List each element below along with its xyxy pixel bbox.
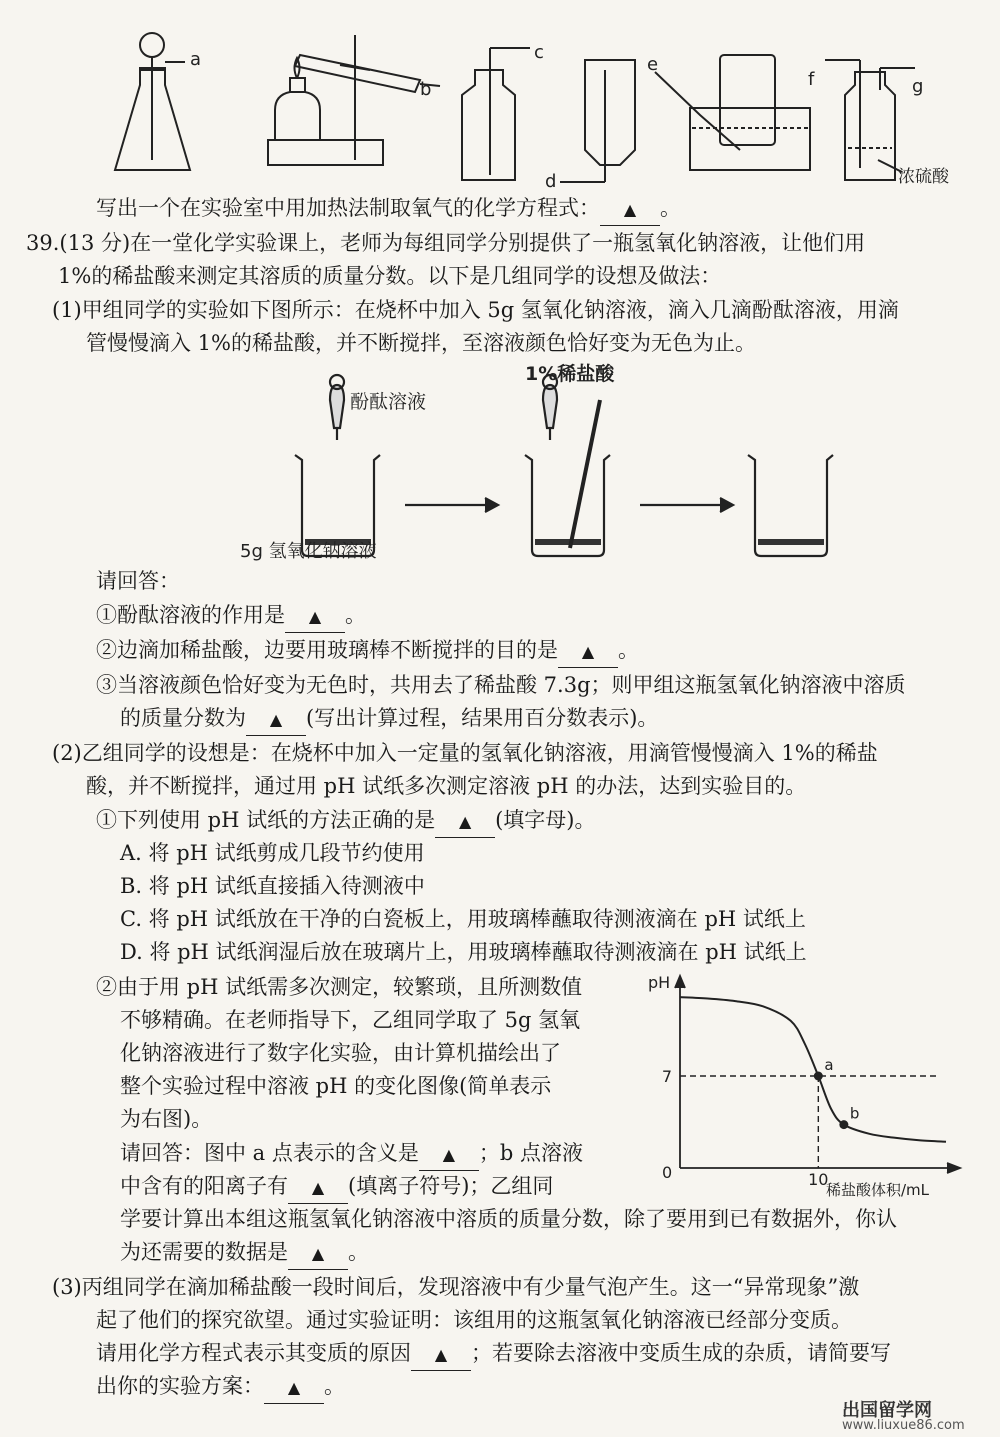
label-c: c (534, 42, 544, 63)
label-b: b (420, 79, 432, 100)
answer-blank[interactable]: ▲ (558, 635, 618, 668)
answer-blank[interactable]: ▲ (288, 1237, 348, 1270)
q1a: ①酚酞溶液的作用是 ▲ 。 (96, 600, 366, 633)
q2b-line2: 不够精确。在老师指导下，乙组同学取了 5g 氢氧 (120, 1008, 581, 1032)
option-a: A. 将 pH 试纸剪成几段节约使用 (120, 841, 425, 865)
answer-blank[interactable]: ▲ (288, 1171, 348, 1204)
watermark-url: www.liuxue86.com (842, 1418, 965, 1433)
answer-blank[interactable]: ▲ (285, 600, 345, 633)
part3-line1: (3)丙组同学在滴加稀盐酸一段时间后，发现溶液中有少量气泡产生。这一“异常现象”激 (52, 1275, 860, 1299)
option-d: D. 将 pH 试纸润湿后放在玻璃片上，用玻璃棒蘸取待测液滴在 pH 试纸上 (120, 940, 807, 964)
origin-label: 0 (662, 1163, 673, 1182)
label-a: a (190, 49, 202, 70)
beaker-2-icon (525, 375, 610, 556)
x-axis-arrow (947, 1163, 960, 1173)
watermark-title: 出国留学网 (842, 1400, 932, 1421)
q39-head2: 1%的稀盐酸来测定其溶质的质量分数。以下是几组同学的设想及做法： (58, 264, 722, 288)
label-f: f (808, 69, 815, 90)
part3-line4: 出你的实验方案： ▲ 。 (96, 1371, 345, 1404)
y-tick-label: 7 (661, 1067, 672, 1086)
y-axis-label: pH (648, 973, 671, 992)
answer-blank[interactable]: ▲ (435, 805, 495, 838)
x-axis-label: 稀盐酸体积/mL (826, 1181, 930, 1199)
gas-bottle-d-icon (560, 60, 635, 182)
answer-blank[interactable]: ▲ (419, 1138, 479, 1171)
point-label-b: b (849, 1104, 860, 1123)
answer-blank[interactable]: ▲ (411, 1338, 471, 1371)
conical-flask-icon (115, 33, 190, 170)
ph-chart (630, 968, 970, 1200)
y-axis-arrow (675, 976, 685, 988)
q2b-line3: 化钠溶液进行了数字化实验，由计算机描绘出了 (120, 1041, 561, 1065)
ask-label: 请回答： (96, 569, 180, 593)
point-a (814, 1072, 823, 1081)
answer-blank[interactable]: ▲ (264, 1371, 324, 1404)
point-label-a: a (824, 1056, 834, 1074)
q2b-line1: ②由于用 pH 试纸需多次测定，较繁琐，且所测数值 (96, 975, 583, 999)
arrow-right-icon-2 (640, 498, 733, 512)
part2-line2: 酸，并不断搅拌，通过用 pH 试纸多次测定溶液 pH 的办法，达到实验目的。 (86, 774, 807, 798)
beaker-3-icon (748, 455, 833, 556)
arrow-right-icon-1 (405, 498, 498, 512)
q2a: ①下列使用 pH 试纸的方法正确的是 ▲ (填字母)。 (96, 805, 596, 838)
heating-setup-icon (268, 35, 440, 165)
label-naoh: 5g 氢氧化钠溶液 (240, 541, 377, 562)
gas-bottle-c-icon (462, 48, 530, 180)
q2f: 为还需要的数据是 ▲ 。 (120, 1237, 369, 1270)
option-c: C. 将 pH 试纸放在干净的白瓷板上，用玻璃棒蘸取待测液滴在 pH 试纸上 (120, 907, 806, 931)
washing-bottle-icon (825, 60, 915, 180)
q1b: ②边滴加稀盐酸，边要用玻璃棒不断搅拌的目的是 ▲ 。 (96, 635, 639, 668)
label-e: e (647, 54, 659, 75)
apparatus-figure (0, 0, 1000, 190)
option-b: B. 将 pH 试纸直接插入待测液中 (120, 874, 425, 898)
part1-line1: (1)甲组同学的实验如下图所示：在烧杯中加入 5g 氢氧化钠溶液，滴入几滴酚酞溶液，用滴 (52, 298, 899, 322)
ph-curve (680, 997, 946, 1142)
part3-line3: 请用化学方程式表示其变质的原因 ▲ ；若要除去溶液中变质生成的杂质，请简要写 (96, 1338, 891, 1371)
label-g: g (912, 76, 924, 97)
q1c-line2: 的质量分数为 ▲ (写出计算过程，结果用百分数表示)。 (120, 703, 658, 736)
q2b-line4: 整个实验过程中溶液 pH 的变化图像(简单表示 (120, 1074, 552, 1098)
q2e: 学要计算出本组这瓶氢氧化钠溶液中溶质的质量分数，除了要用到已有数据外，你认 (120, 1207, 897, 1231)
q2b-line5: 为右图)。 (120, 1107, 213, 1131)
q2c: 请回答：图中 a 点表示的含义是 ▲ ；b 点溶液 (120, 1138, 583, 1171)
point-b (839, 1120, 848, 1129)
label-acid: 浓硫酸 (898, 167, 949, 187)
part2-line1: (2)乙组同学的设想是：在烧杯中加入一定量的氢氧化钠溶液，用滴管慢慢滴入 1%的稀盐 (52, 741, 878, 765)
answer-blank[interactable]: ▲ (246, 703, 306, 736)
q2d: 中含有的阳离子有 ▲ (填离子符号)；乙组同 (120, 1171, 553, 1204)
label-phenolphthalein: 酚酞溶液 (350, 391, 427, 413)
x-tick-label: 10 (808, 1170, 829, 1189)
water-trough-icon (655, 55, 810, 170)
part1-line2: 管慢慢滴入 1%的稀盐酸，并不断搅拌，至溶液颜色恰好变为无色为止。 (86, 331, 756, 355)
part3-line2: 起了他们的探究欲望。通过实验证明：该组用的这瓶氢氧化钠溶液已经部分变质。 (96, 1308, 852, 1332)
answer-blank[interactable]: ▲ (600, 193, 660, 226)
label-hcl: 1%稀盐酸 (525, 363, 615, 385)
beaker-experiment-figure (0, 360, 1000, 575)
q1c-line1: ③当溶液颜色恰好变为无色时，共用去了稀盐酸 7.3g；则甲组这瓶氢氧化钠溶液中溶质 (96, 673, 906, 697)
label-d: d (545, 171, 557, 190)
q39-head: 39.(13 分)在一堂化学实验课上，老师为每组同学分别提供了一瓶氢氧化钠溶液，让他们用 (26, 231, 866, 255)
q38-tail: 写出一个在实验室中用加热法制取氧气的化学方程式： ▲ 。 (96, 193, 681, 226)
